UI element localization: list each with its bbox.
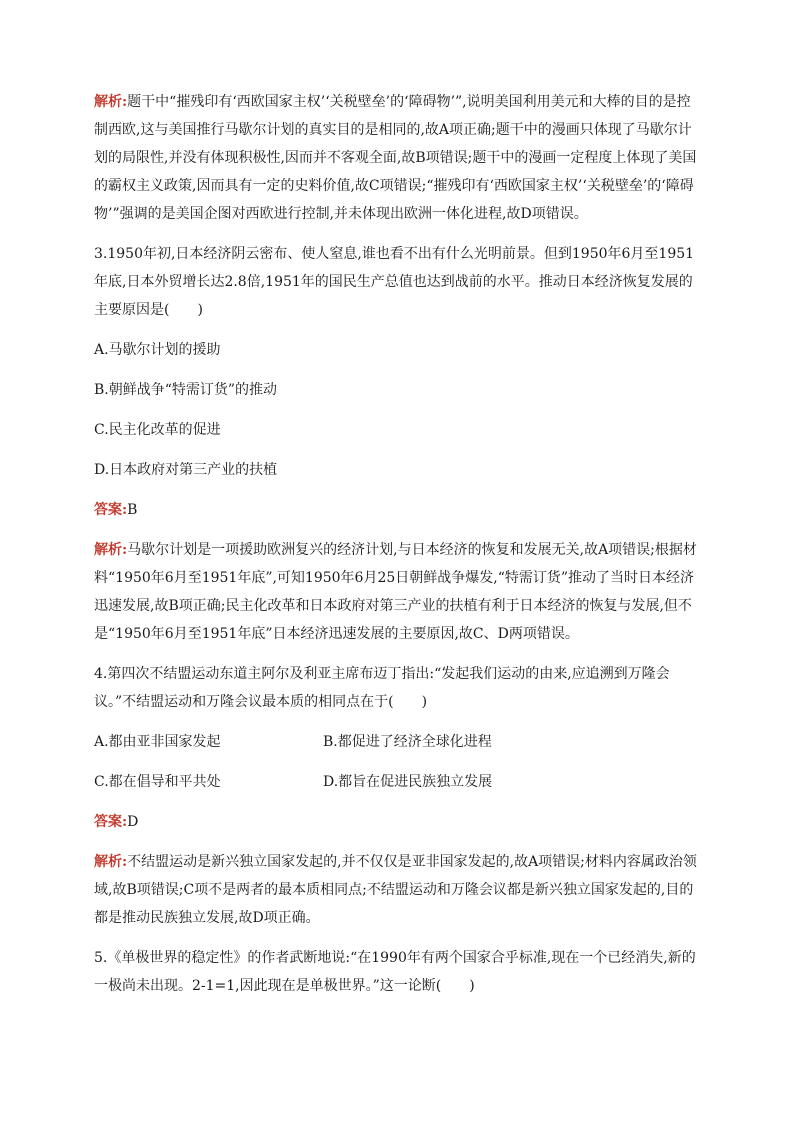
document-page (94, 88, 700, 1012)
analysis-label: 解析: (94, 94, 128, 110)
analysis-text: 不结盟运动是新兴独立国家发起的,并不仅仅是亚非国家发起的,故A项错误;材料内容属政治领域,故B项错误;C项不是两者的最本质相同点;不结盟运动和万隆会议都是新兴独立国家发起的,目的都是推动民族独立发展,故D项正确。 (94, 854, 697, 926)
analysis-q3 (94, 536, 700, 648)
q4-option-b: B.都促进了经济全球化进程 (323, 734, 492, 750)
q3-option-c: C.民主化改革的促进 (94, 422, 221, 438)
q4-option-a: A.都由亚非国家发起 (94, 734, 221, 750)
question-3-stem: 3.1950年初,日本经济阴云密布、使人窒息,谁也看不出有什么光明前景。但到1950年6月至1951年底,日本外贸增长达2.8倍,1951年的国民生产总值也达到战前的水平。推动日本经济恢复发展的主要原因是( ) (94, 246, 695, 318)
question-5-stem: 5.《单极世界的稳定性》的作者武断地说:“在1990年有两个国家合乎标准,现在一个已经消失,新的一极尚未出现。2-1=1,因此现在是单极世界。”这一论断( ) (94, 950, 696, 994)
answer-label: 答案: (94, 814, 128, 830)
analysis-text: 题干中“摧残印有‘西欧国家主权’‘关税壁垒’的‘障碍物’”,说明美国利用美元和大棒的目的是控制西欧,这与美国推行马歇尔计划的真实目的是相同的,故A项正确;题干中的漫画只体现了马歇尔计划的局限性,并没有体现积极性,因而并不客观全面,故B项错误;题干中的漫画一定程度上体现了美国的霸权主义政策,因而具有一定的史料价值,故C项错误;“摧残印有‘西欧国家主权’‘关税壁垒’的‘障碍物’”强调的是美国企图对西欧进行控制,并未体现出欧洲一体化进程,故D项错误。 (94, 94, 697, 222)
q4-option-d: D.都旨在促进民族独立发展 (323, 774, 493, 790)
answer-value: B (127, 502, 138, 518)
answer-label: 答案: (94, 502, 128, 518)
q3-option-b: B.朝鲜战争“特需订货”的推动 (94, 382, 278, 398)
analysis-q4 (94, 848, 700, 932)
q4-option-c: C.都在倡导和平共处 (94, 774, 221, 790)
analysis-label: 解析: (94, 542, 128, 558)
answer-q4 (94, 808, 700, 836)
analysis-q2 (94, 88, 700, 228)
q3-option-d: D.日本政府对第三产业的扶植 (94, 462, 278, 478)
analysis-text: 马歇尔计划是一项援助欧洲复兴的经济计划,与日本经济的恢复和发展无关,故A项错误;根据材料“1950年6月至1951年底”,可知1950年6月25日朝鲜战争爆发,“特需订货”推动了当时日本经济迅速发展,故B项正确;民主化改革和日本政府对第三产业的扶植有利于日本经济的恢复与发展,但不是“1950年6月至1951年底”日本经济迅速发展的主要原因,故C、D两项错误。 (94, 542, 697, 642)
answer-q3 (94, 496, 700, 524)
question-4-stem: 4.第四次不结盟运动东道主阿尔及利亚主席布迈丁指出:“发起我们运动的由来,应追溯到万隆会议。”不结盟运动和万隆会议最本质的相同点在于( ) (94, 666, 670, 710)
q4-options-row-2 (94, 768, 700, 796)
q4-options-row-1 (94, 728, 700, 756)
answer-value: D (127, 814, 139, 830)
q3-option-a: A.马歇尔计划的援助 (94, 342, 221, 358)
analysis-label: 解析: (94, 854, 128, 870)
